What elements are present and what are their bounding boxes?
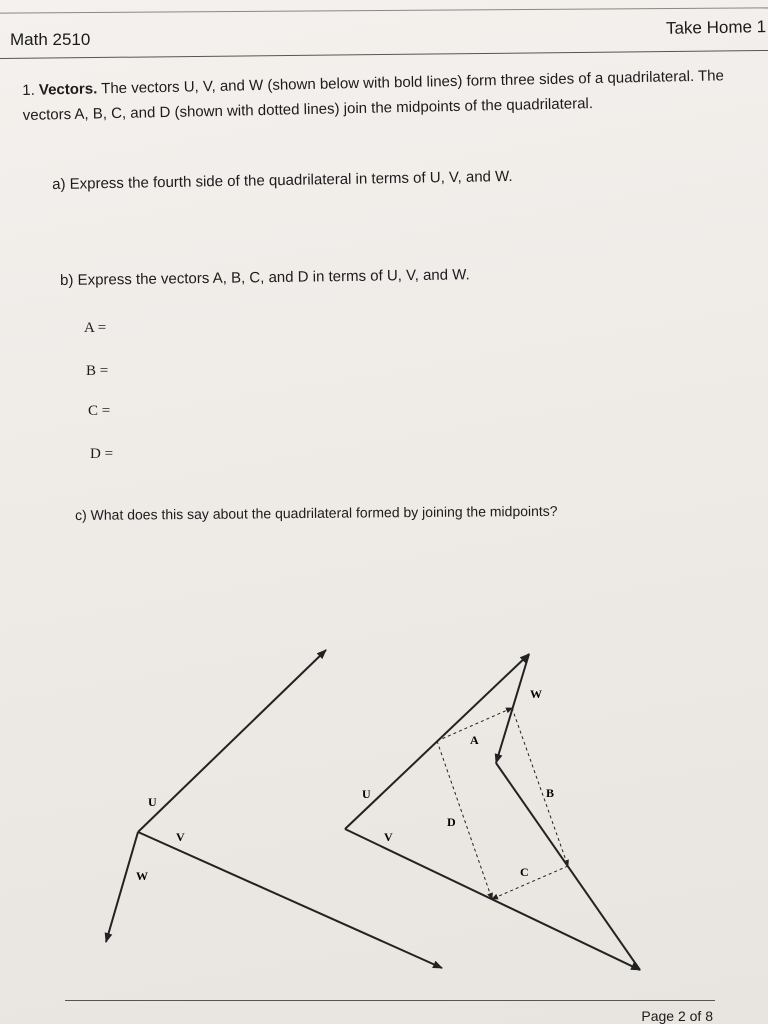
label-A: A bbox=[470, 733, 479, 747]
left-vector-W bbox=[106, 832, 138, 942]
part-c-prompt: c) What does this say about the quadrilateral formed by joining the midpoints? bbox=[75, 502, 558, 523]
label-D: D bbox=[447, 815, 456, 829]
right-vector-V bbox=[345, 829, 640, 970]
label-B: B bbox=[546, 786, 555, 800]
label-left-V: V bbox=[176, 830, 185, 844]
question-text: The vectors U, V, and W (shown below with bold lines) form three sides of a quadrilateral. The vectors A, B, C, and D (shown with dotted lines) join the midpoints of the quadrilateral. bbox=[22, 67, 725, 124]
answer-B-label: B = bbox=[86, 363, 109, 379]
question-number: 1. bbox=[22, 81, 35, 99]
answer-C-label: C = bbox=[88, 403, 111, 419]
label-left-U: U bbox=[148, 795, 157, 809]
dotted-vector-C bbox=[492, 866, 568, 899]
label-C: C bbox=[520, 865, 529, 879]
question-title: Vectors. bbox=[38, 80, 98, 99]
label-right-V: V bbox=[384, 830, 393, 844]
footer-rule bbox=[65, 1000, 715, 1001]
left-vector-V bbox=[138, 832, 442, 968]
course-title: Math 2510 bbox=[10, 30, 91, 49]
dotted-vector-B bbox=[512, 708, 568, 866]
label-left-W: W bbox=[136, 869, 148, 883]
page-number: Page 2 of 8 bbox=[641, 1008, 713, 1024]
left-vector-U bbox=[138, 650, 326, 832]
part-b-prompt: b) Express the vectors A, B, C, and D in terms of U, V, and W. bbox=[60, 266, 470, 289]
label-right-U: U bbox=[362, 787, 371, 801]
answer-D-label: D = bbox=[90, 446, 114, 462]
part-a-prompt: a) Express the fourth side of the quadrilateral in terms of U, V, and W. bbox=[52, 167, 513, 193]
answer-A-label: A = bbox=[84, 320, 107, 336]
dotted-vector-D bbox=[437, 741, 492, 899]
assignment-title: Take Home 1 bbox=[665, 17, 767, 38]
label-right-W: W bbox=[530, 687, 542, 701]
